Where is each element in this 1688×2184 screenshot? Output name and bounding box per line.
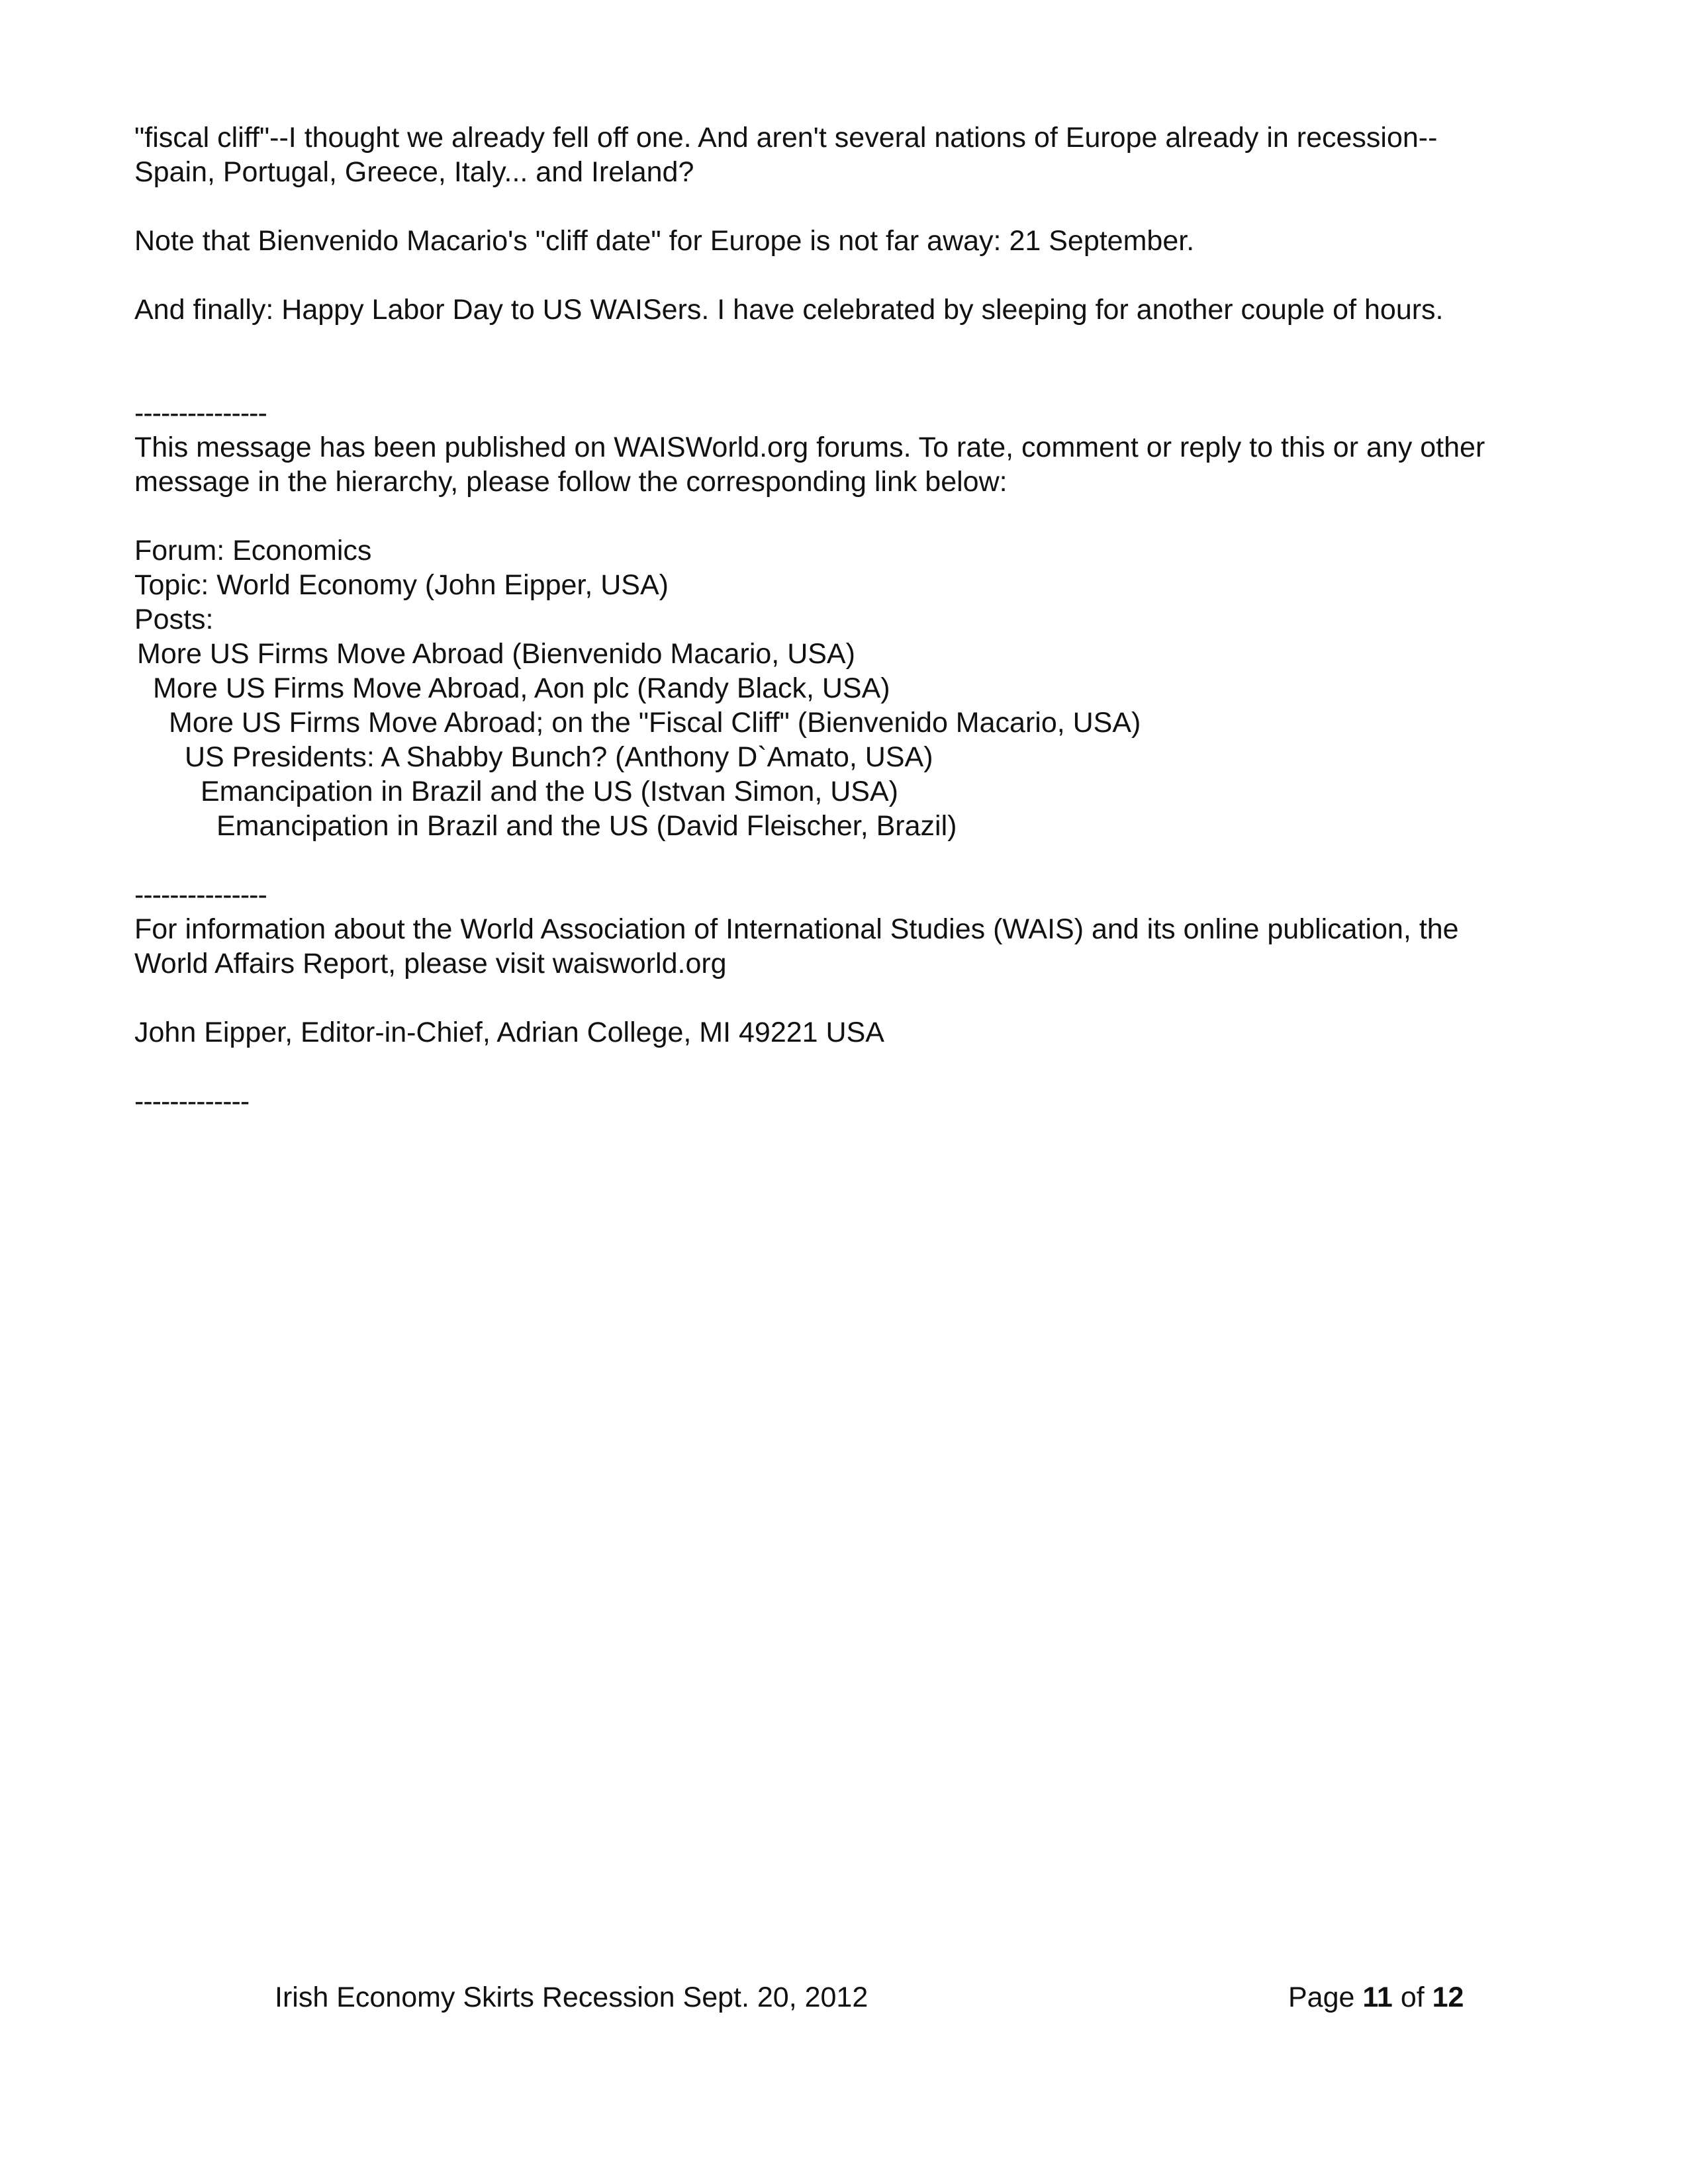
page-footer	[0, 1980, 1688, 2020]
message-body	[134, 120, 1491, 1118]
topic-link[interactable]: Topic: World Economy (John Eipper, USA)	[134, 569, 669, 601]
page-number	[1288, 1980, 1464, 2015]
spacer	[134, 843, 1491, 878]
message-hierarchy	[134, 533, 1491, 843]
post-link[interactable]: More US Firms Move Abroad (Bienvenido Macario, USA)	[137, 638, 855, 670]
posts-list	[134, 637, 1491, 843]
forum-link[interactable]: Forum: Economics	[134, 535, 372, 567]
separator-line: ---------------	[134, 879, 267, 911]
page-total: 12	[1432, 1981, 1464, 2013]
posts-label: Posts:	[134, 604, 214, 635]
post-link[interactable]: More US Firms Move Abroad; on the "Fiscal Cliff" (Bienvenido Macario, USA)	[169, 707, 1141, 739]
spacer	[134, 361, 1491, 396]
publish-notice: This message has been published on WAISWorld.org forums. To rate, comment or reply to this or any other message in the hierarchy, please follow the corresponding link below:	[134, 432, 1485, 498]
body-paragraph-cliff-date: Note that Bienvenido Macario's "cliff date" for Europe is not far away: 21 September.	[134, 225, 1195, 257]
footer-document-title: Irish Economy Skirts Recession Sept. 20, 2012	[275, 1981, 868, 2013]
post-link[interactable]: US Presidents: A Shabby Bunch? (Anthony D`Amato, USA)	[185, 741, 933, 773]
separator-line: -------------	[134, 1085, 250, 1117]
post-link[interactable]: More US Firms Move Abroad, Aon plc (Randy Black, USA)	[153, 672, 890, 704]
separator-line: ---------------	[134, 397, 267, 429]
post-link[interactable]: Emancipation in Brazil and the US (David Fleischer, Brazil)	[216, 810, 957, 842]
body-paragraph-labor-day: And finally: Happy Labor Day to US WAISers. I have celebrated by sleeping for another couple of hours.	[134, 294, 1444, 326]
body-paragraph-fiscal-cliff: "fiscal cliff"--I thought we already fell off one. And aren't several nations of Europe already in recession--Spain, Portugal, Greece, Italy... and Ireland?	[134, 122, 1438, 188]
page-word: Page	[1288, 1981, 1355, 2013]
page-of: of	[1400, 1981, 1425, 2013]
wais-info-notice: For information about the World Association of International Studies (WAIS) and its online publication, the World Affairs Report, please visit waisworld.org	[134, 913, 1459, 979]
page-current: 11	[1362, 1981, 1393, 2013]
post-link[interactable]: Emancipation in Brazil and the US (Istvan Simon, USA)	[201, 776, 898, 807]
editor-line: John Eipper, Editor-in-Chief, Adrian College, MI 49221 USA	[134, 1017, 884, 1048]
